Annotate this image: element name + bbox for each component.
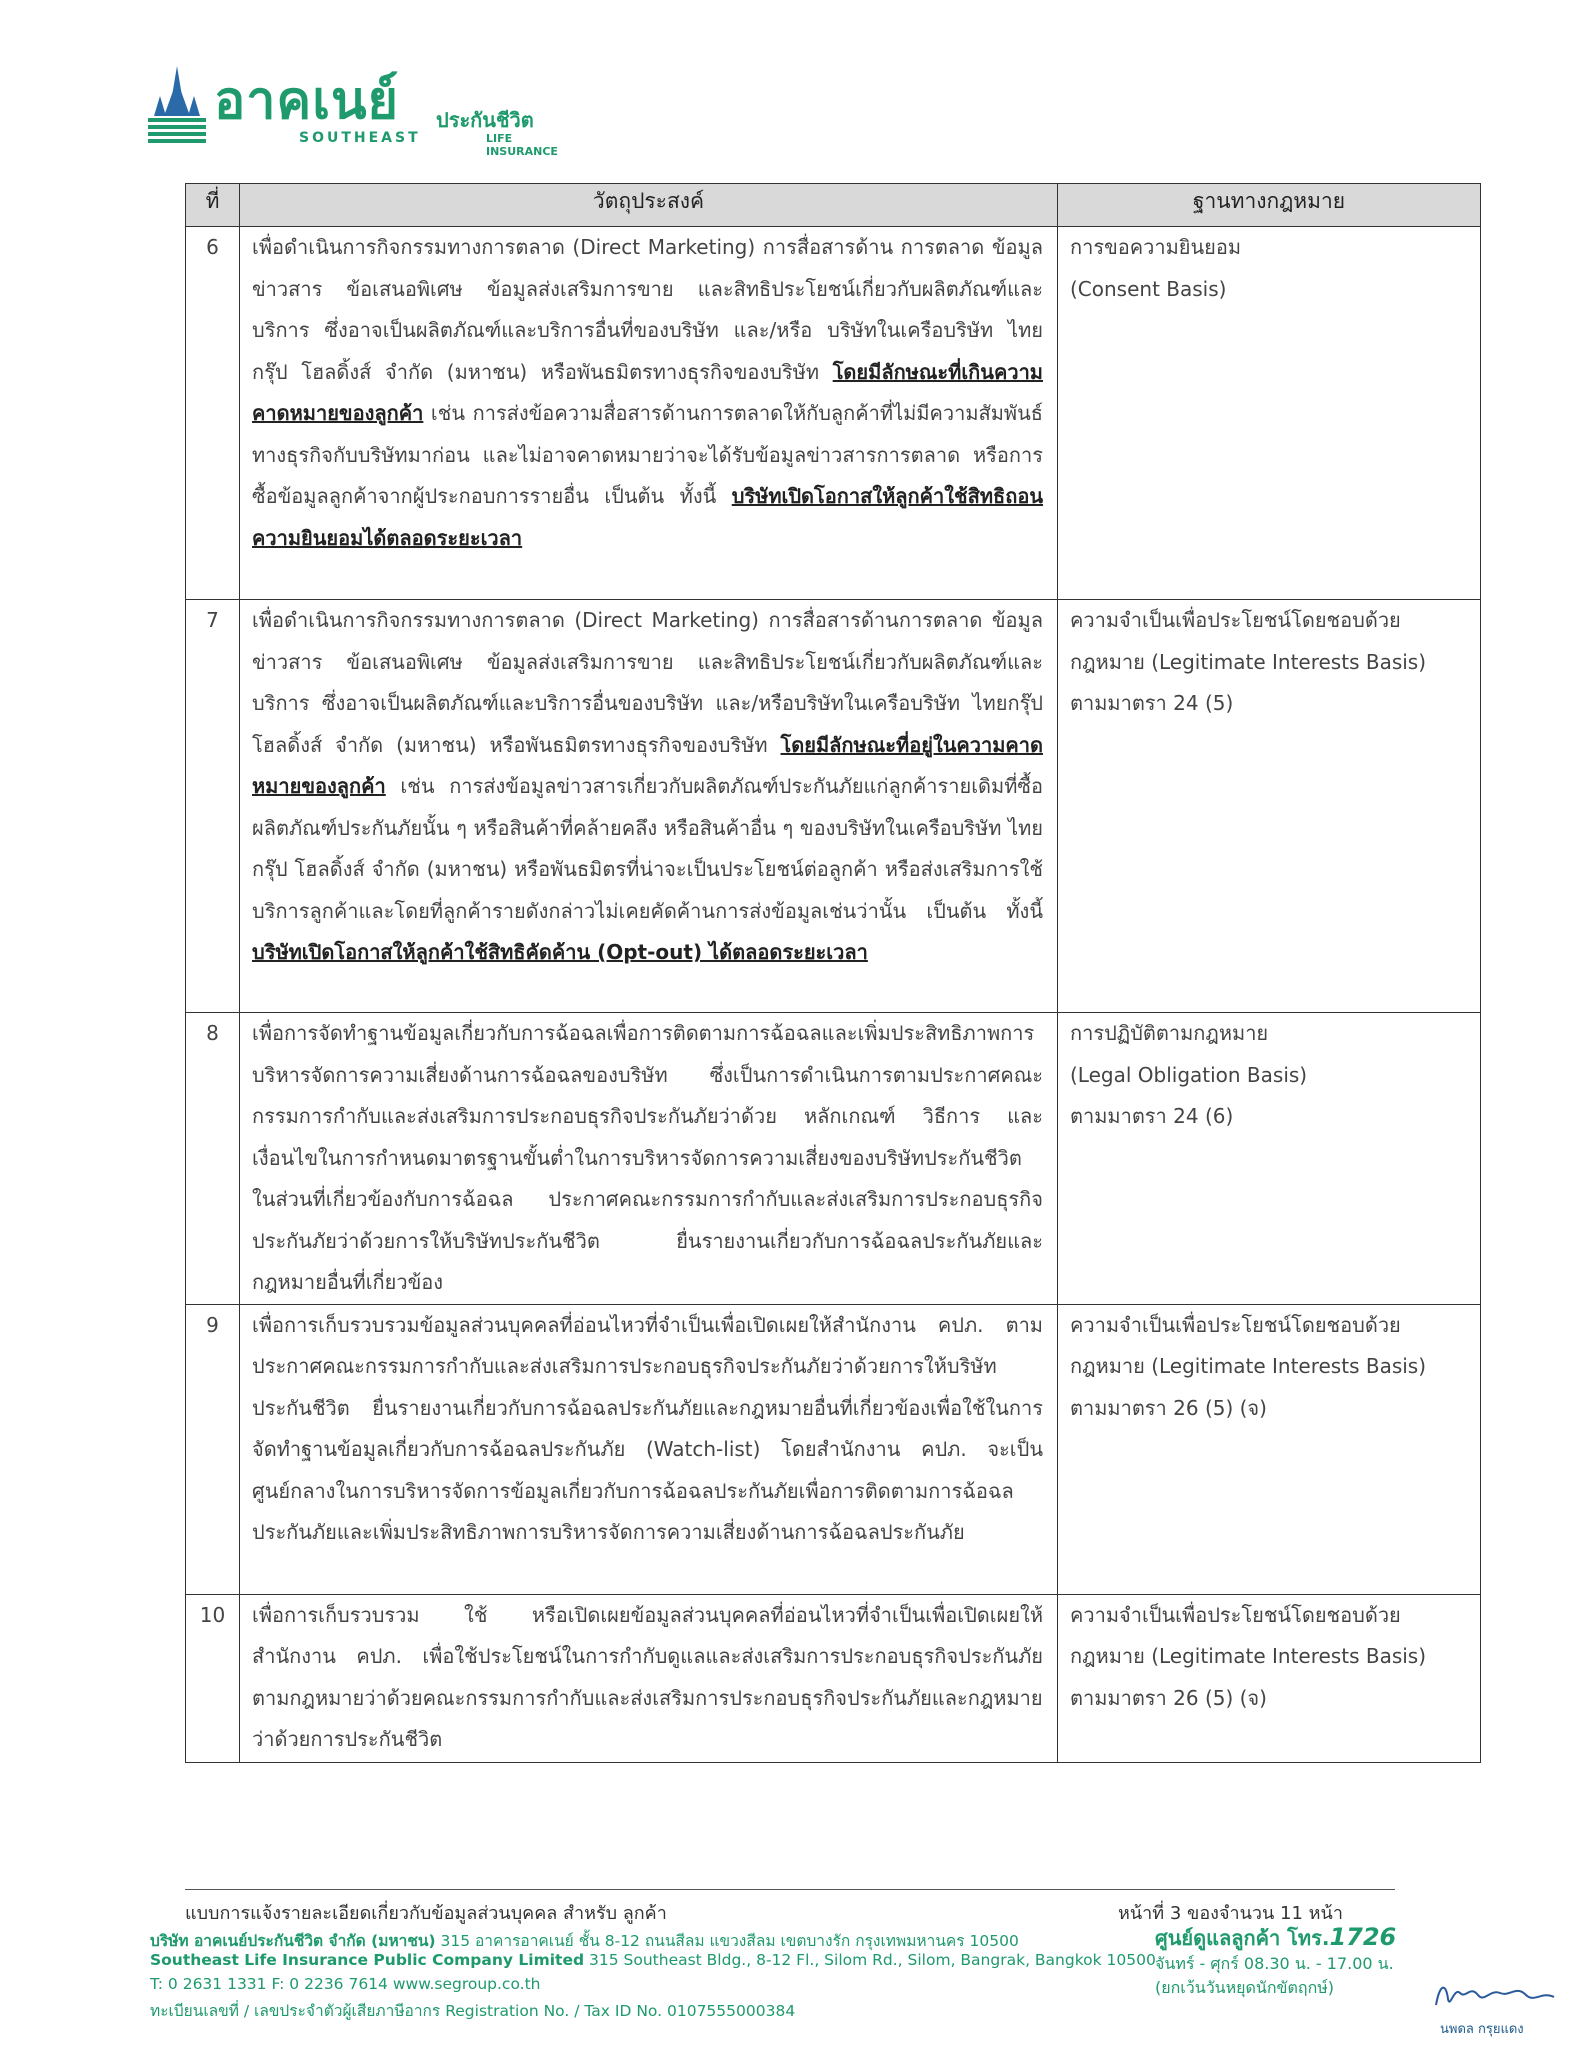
company-name-english: Southeast Life Insurance Public Company Limited: [150, 1951, 585, 1969]
row-number: 10: [186, 1594, 240, 1762]
row-legal-basis: [1058, 600, 1481, 1013]
signature-image: [1430, 1975, 1560, 2015]
row-number: 7: [186, 600, 240, 1013]
basis-section: ตามมาตรา 24 (6): [1070, 1104, 1234, 1128]
row-purpose: [240, 600, 1058, 1013]
table-header-row: [186, 184, 1481, 227]
basis-section: ตามมาตรา 24 (5): [1070, 691, 1234, 715]
company-name-thai: บริษัท อาคเนย์ประกันชีวิต จำกัด (มหาชน): [150, 1932, 436, 1950]
address-thai: 315 อาคารอาคเนย์ ชั้น 8-12 ถนนสีลม แขวงสีลม เขตบางรัก กรุงเทพมหานคร 10500: [435, 1932, 1019, 1950]
logo-english-subtitle: LIFE INSURANCE: [486, 132, 558, 158]
table-row: [186, 227, 1481, 600]
row-number: 9: [186, 1304, 240, 1594]
row-legal-basis: [1058, 1013, 1481, 1305]
footer-divider: [185, 1889, 1395, 1890]
call-center: [1155, 1922, 1396, 1954]
table-row: [186, 1304, 1481, 1594]
call-center-label: ศูนย์ดูแลลูกค้า โทร.: [1155, 1926, 1330, 1950]
basis-line: ความจำเป็นเพื่อประโยชน์โดยชอบด้วยกฎหมาย (Legitimate Interests Basis): [1070, 1602, 1427, 1668]
purpose-right-note: บริษัทเปิดโอกาสให้ลูกค้าใช้สิทธิคัดค้าน (Opt-out) ได้ตลอดระยะเวลา: [252, 940, 868, 964]
basis-section: ตามมาตรา 26 (5) (จ): [1070, 1395, 1267, 1420]
footer-company-thai: [150, 1928, 1019, 1953]
row-purpose: [240, 1304, 1058, 1594]
basis-line: ความจำเป็นเพื่อประโยชน์โดยชอบด้วยกฎหมาย (Legitimate Interests Basis): [1070, 608, 1427, 674]
purpose-emphasis: โดยมีลักษณะที่อยู่ในความคาดหมายของลูกค้า: [252, 732, 1043, 798]
purpose-text-cont: เช่น การส่งข้อมูลข่าวสารเกี่ยวกับผลิตภัณฑ์ประกันภัยแก่ลูกค้ารายเดิมที่ซื้อผลิตภัณฑ์ประกันภัยนั้น ๆ หรือสินค้าที่คล้ายคลึง หรือสินค้าอื่น ๆ ของบริษัทในเครือบริษัท ไทยกรุ๊ป โฮลดิ้งส์ จำกัด (มหาชน) หรือพันธมิตรที่น่าจะเป็นประโยชน์ต่อลูกค้า หรือส่งเสริมการใช้บริการลูกค้าและโดยที่ลูกค้ารายดังกล่าวไม่เคยคัดค้านการส่งข้อมูลเช่นว่านั้น เป็นต้น ทั้งนี้: [252, 774, 1043, 923]
row-legal-basis: [1058, 1304, 1481, 1594]
purpose-text: เพื่อดำเนินการกิจกรรมทางการตลาด (Direct Marketing) การสื่อสารด้าน การตลาด ข้อมูลข่าวสาร ข้อเสนอพิเศษ ข้อมูลส่งเสริมการขาย และสิทธิประโยชน์เกี่ยวกับผลิตภัณฑ์และบริการ ซึ่งอาจเป็นผลิตภัณฑ์และบริการอื่นที่ของบริษัท และ/หรือ บริษัทในเครือบริษัท ไทยกรุ๊ป โฮลดิ้งส์ จำกัด (มหาชน) หรือพันธมิตรทางธุรกิจของบริษัท: [252, 235, 1043, 384]
temple-logo-icon: [146, 66, 208, 146]
footer-contact: T: 0 2631 1331 F: 0 2236 7614 www.segroup.co.th: [150, 1975, 541, 1993]
purpose-text: เพื่อการเก็บรวบรวม ใช้ หรือเปิดเผยข้อมูลส่วนบุคคลที่อ่อนไหวที่จำเป็นเพื่อเปิดเผยให้สำนักงาน คปภ. เพื่อใช้ประโยชน์ในการกำกับดูแลและส่งเสริมการประกอบธุรกิจประกันภัย ตามกฎหมายว่าด้วยคณะกรรมการกำกับและส่งเสริมการประกอบธุรกิจประกันภัยและกฎหมายว่าด้วยการประกันชีวิต: [252, 1602, 1043, 1751]
row-number: 6: [186, 227, 240, 600]
row-purpose: [240, 227, 1058, 600]
basis-line: (Legal Obligation Basis): [1070, 1062, 1308, 1087]
header-legal-basis: ฐานทางกฎหมาย: [1058, 184, 1481, 227]
logo-english-name: SOUTHEAST: [299, 130, 421, 146]
call-center-number: 1726: [1329, 1923, 1397, 1951]
table-row: [186, 1594, 1481, 1762]
basis-line: (Consent Basis): [1070, 276, 1227, 301]
purpose-text-cont: เช่น การส่งข้อความสื่อสารด้านการตลาดให้กับลูกค้าที่ไม่มีความสัมพันธ์ทางธุรกิจกับบริษัทมาก่อน และไม่อาจคาดหมายว่าจะได้รับข้อมูลข่าวสารการตลาด หรือการซื้อข้อมูลลูกค้าจากผู้ประกอบการรายอื่น เป็นต้น ทั้งนี้: [252, 401, 1043, 508]
basis-section: ตามมาตรา 26 (5) (จ): [1070, 1685, 1267, 1710]
basis-line: การขอความยินยอม: [1070, 235, 1242, 259]
footer-document-title: แบบการแจ้งรายละเอียดเกี่ยวกับข้อมูลส่วนบุคคล สำหรับ ลูกค้า: [185, 1903, 667, 1924]
purpose-table: [185, 183, 1481, 1763]
page-number: หน้าที่ 3 ของจำนวน 11 หน้า: [1118, 1903, 1343, 1924]
signer-name: นพดล กรุยแดง: [1440, 2022, 1524, 2037]
table-row: [186, 600, 1481, 1013]
office-hours: จันทร์ - ศุกร์ 08.30 น. - 17.00 น.: [1155, 1954, 1394, 1973]
table-row: [186, 1013, 1481, 1305]
company-logo: [146, 66, 566, 158]
purpose-text: เพื่อการเก็บรวบรวมข้อมูลส่วนบุคคลที่อ่อนไหวที่จำเป็นเพื่อเปิดเผยให้สำนักงาน คปภ. ตามประกาศคณะกรรมการกำกับและส่งเสริมการประกอบธุรกิจประกันภัยว่าด้วยการให้บริษัทประกันชีวิต ยื่นรายงานเกี่ยวกับการฉ้อฉลประกันภัยและกฎหมายอื่นที่เกี่ยวข้องเพื่อใช้ในการจัดทำฐานข้อมูลเกี่ยวกับการฉ้อฉลประกันภัย (Watch-list) โดยสำนักงาน คปภ. จะเป็นศูนย์กลางในการบริหารจัดการข้อมูลเกี่ยวกับการฉ้อฉลประกันภัยเพื่อการติดตามการฉ้อฉลประกันภัยและเพิ่มประสิทธิภาพการบริหารจัดการความเสี่ยงด้านการฉ้อฉลประกันภัย: [252, 1312, 1043, 1544]
logo-thai-subtitle: ประกันชีวิต: [436, 108, 534, 132]
address-english: 315 Southeast Bldg., 8-12 Fl., Silom Rd., Silom, Bangrak, Bangkok 10500: [584, 1951, 1156, 1969]
logo-thai-name: อาคเนย์: [214, 71, 400, 131]
purpose-right-note: บริษัทเปิดโอกาสให้ลูกค้าใช้สิทธิถอนความยินยอมได้ตลอดระยะเวลา: [252, 484, 1043, 550]
footer-registration: ทะเบียนเลขที่ / เลขประจำตัวผู้เสียภาษีอากร Registration No. / Tax ID No. 0107555000384: [150, 2002, 796, 2020]
header-no: ที่: [186, 184, 240, 227]
row-purpose: [240, 1013, 1058, 1305]
row-number: 8: [186, 1013, 240, 1305]
basis-line: ความจำเป็นเพื่อประโยชน์โดยชอบด้วยกฎหมาย (Legitimate Interests Basis): [1070, 1312, 1427, 1378]
row-legal-basis: [1058, 1594, 1481, 1762]
purpose-text: เพื่อการจัดทำฐานข้อมูลเกี่ยวกับการฉ้อฉลเพื่อการติดตามการฉ้อฉลและเพิ่มประสิทธิภาพการบริหารจัดการความเสี่ยงด้านการฉ้อฉลของบริษัท ซึ่งเป็นการดำเนินการตามประกาศคณะกรรมการกำกับและส่งเสริมการประกอบธุรกิจประกันภัยว่าด้วย หลักเกณฑ์ วิธีการ และเงื่อนไขในการกำหนดมาตรฐานขั้นต่ำในการบริหารจัดการความเสี่ยงของบริษัทประกันชีวิต ในส่วนที่เกี่ยวข้องกับการฉ้อฉล ประกาศคณะกรรมการกำกับและส่งเสริมการประกอบธุรกิจประกันภัยว่าด้วยการให้บริษัทประกันชีวิต ยื่นรายงานเกี่ยวกับการฉ้อฉลประกันภัยและกฎหมายอื่นที่เกี่ยวข้อง: [252, 1021, 1043, 1294]
purpose-text: เพื่อดำเนินการกิจกรรมทางการตลาด (Direct Marketing) การสื่อสารด้านการตลาด ข้อมูลข่าวสาร ข้อเสนอพิเศษ ข้อมูลส่งเสริมการขาย และสิทธิประโยชน์เกี่ยวกับผลิตภัณฑ์และบริการ ซึ่งอาจเป็นผลิตภัณฑ์และบริการอื่นของบริษัท และ/หรือบริษัทในเครือบริษัท ไทยกรุ๊ป โฮลดิ้งส์ จำกัด (มหาชน) หรือพันธมิตรทางธุรกิจของบริษัท: [252, 608, 1043, 757]
basis-line: การปฏิบัติตามกฎหมาย: [1070, 1021, 1269, 1045]
footer-company-english: [150, 1951, 1156, 1969]
row-purpose: [240, 1594, 1058, 1762]
row-legal-basis: [1058, 227, 1481, 600]
purpose-emphasis: โดยมีลักษณะที่เกินความคาดหมายของลูกค้า: [252, 359, 1043, 425]
holiday-note: (ยกเว้นวันหยุดนักขัตฤกษ์): [1155, 1978, 1335, 1997]
header-purpose: วัตถุประสงค์: [240, 184, 1058, 227]
